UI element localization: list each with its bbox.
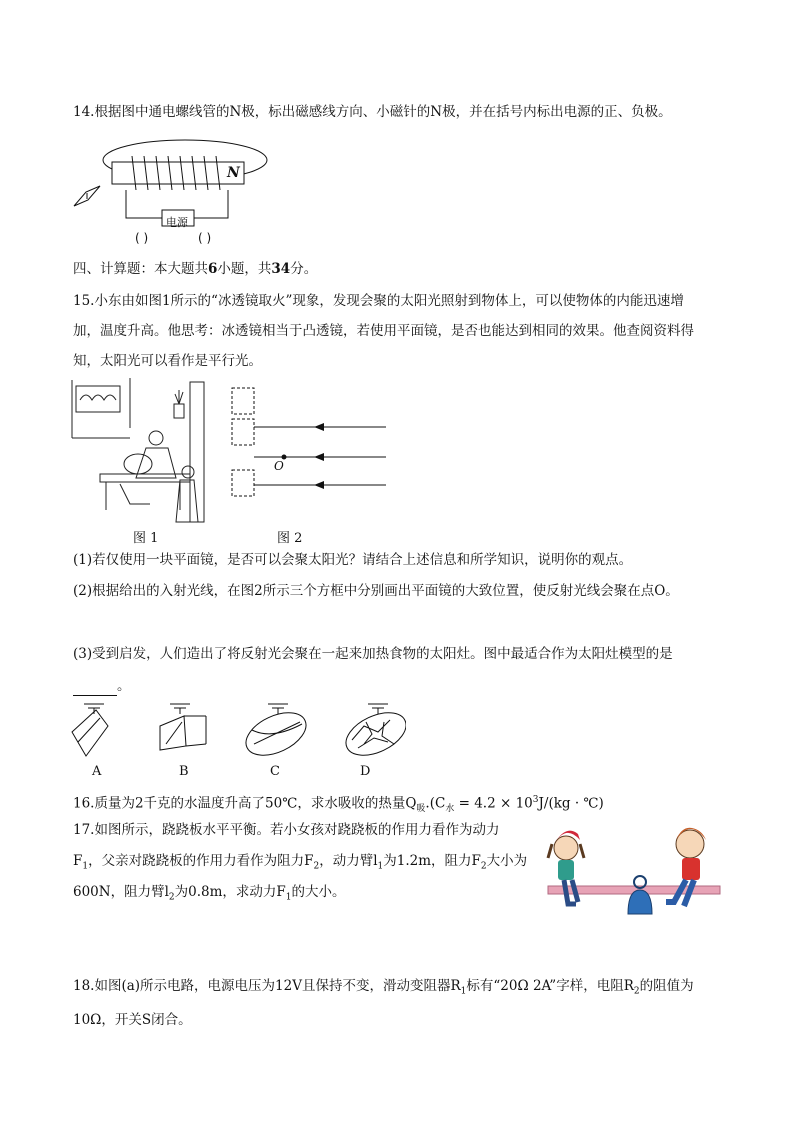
option-d[interactable]: D <box>360 764 371 779</box>
section-4-heading: 四、计算题：本大题共6小题，共34分。 <box>73 261 318 277</box>
q15-sub2: (2)根据给出的入射光线，在图2所示三个方框中分别画出平面镜的大致位置，使反射光线会聚在点O。 <box>73 583 679 599</box>
q17-seesaw-illustration <box>544 822 724 922</box>
q15-line2: 加，温度升高。他思考：冰透镜相当于凸透镜，若使用平面镜，是否也能达到相同的效果。他查阅资料得 <box>73 323 694 339</box>
option-figures <box>66 700 406 764</box>
q15-sub3-answer-line: 。 <box>73 676 131 696</box>
q14-text: 14.根据图中通电螺线管的N极，标出磁感线方向、小磁针的N极，并在括号内标出电源的正、负极。 <box>73 104 672 120</box>
figure1-caption: 图 1 <box>133 531 159 546</box>
bracket-right: ( ) <box>198 231 212 245</box>
q16-text: 16.质量为2千克的水温度升高了50℃，求水吸收的热量$Q_吸.(C_水 = 4.2 \times 10^3J/(kg$ · ℃) <box>73 795 604 815</box>
q15-line1: 15.小东由如图1所示的“冰透镜取火”现象，发现会聚的太阳光照射到物体上，可以使物体的内能迅速增 <box>73 293 684 309</box>
figure2-caption: 图 2 <box>277 531 303 546</box>
q17-line3: 600N，阻力臂$l_2$为0.8m，求动力$F_1$的大小。 <box>73 884 346 903</box>
q17-line2: $F_1$，父亲对跷跷板的作用力看作为阻力$F_2$，动力臂$l_1$为1.2m，阻力$F_2$大小为 <box>73 853 528 872</box>
option-c[interactable]: C <box>270 764 280 779</box>
q17-line1: 17.如图所示，跷跷板水平平衡。若小女孩对跷跷板的作用力看作为动力 <box>73 822 500 838</box>
answer-blank[interactable] <box>73 681 117 696</box>
figure2-point-o: O <box>274 459 284 473</box>
option-b[interactable]: B <box>179 764 189 779</box>
q15-line3: 知，太阳光可以看作是平行光。 <box>73 353 262 369</box>
power-source-label: 电源 <box>166 216 188 229</box>
q15-figure1-illustration <box>70 378 210 526</box>
q15-figure2-rays <box>228 386 390 502</box>
q15-sub1: (1)若仅使用一块平面镜，是否可以会聚太阳光？请结合上述信息和所学知识，说明你的观点。 <box>73 552 633 568</box>
q18-line1: 18.如图(a)所示电路，电源电压为12V且保持不变，滑动变阻器$R_1$标有“20Ω 2A”字样，电阻$R_2$的阻值为 <box>73 978 694 997</box>
option-a[interactable]: A <box>92 764 102 779</box>
q18-line2: 10Ω，开关S闭合。 <box>73 1012 192 1028</box>
solenoid-n-label: N <box>227 165 240 181</box>
bracket-left: ( ) <box>135 231 149 245</box>
q15-sub3: (3)受到启发，人们造出了将反射光会聚在一起来加热食物的太阳灶。图中最适合作为太阳灶模型的是 <box>73 646 673 662</box>
